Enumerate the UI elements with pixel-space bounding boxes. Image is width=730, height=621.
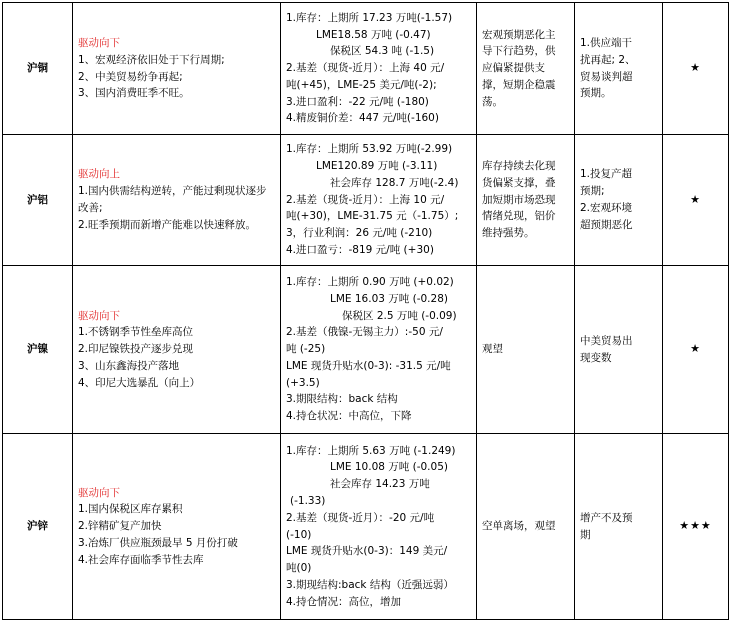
fundamentals-line: 1.库存：上期所 17.23 万吨(-1.57) — [286, 11, 453, 24]
driver-line: 2、中美贸易纷争再起; — [78, 70, 183, 83]
driver-line: 2.锌精矿复产加快 — [78, 520, 162, 533]
driver-line: 4.社会库存面临季节性去库 — [78, 553, 204, 566]
fundamentals-line: LME 现货升贴水(0-3): -31.5 元/吨 — [286, 359, 451, 372]
view-cell — [477, 434, 575, 620]
view-cell — [477, 3, 575, 135]
driver-cell — [73, 266, 281, 434]
fundamentals-cell — [281, 434, 477, 620]
risk-line: 中美贸易出 — [580, 334, 633, 347]
fundamentals-line: 2.基差（现货-近月）：上海 40 元/ — [286, 62, 445, 75]
fundamentals-line: 4.精废铜价差：447 元/吨(-160) — [286, 112, 439, 125]
fundamentals-line: 3.期现结构:back 结构（近强远弱） — [286, 578, 454, 591]
fundamentals-line: 社会库存 14.23 万吨 — [330, 478, 430, 491]
driver-line: 1.不锈钢季节性垒库高位 — [78, 326, 194, 339]
fundamentals-line: 4.持仓状况：中高位，下降 — [286, 410, 412, 423]
fundamentals-cell — [281, 266, 477, 434]
table-row — [3, 3, 729, 135]
risk-line: 1.投复产超 — [580, 168, 633, 181]
fundamentals-line: 4.持仓情况：高位，增加 — [286, 595, 402, 608]
fundamentals-line: LME 10.08 万吨 (-0.05) — [330, 461, 448, 474]
risk-line: 扰再起; 2、 — [580, 53, 636, 66]
fundamentals-line: 1.库存：上期所 0.90 万吨 (+0.02) — [286, 275, 454, 288]
driver-line: 1.国内保税区库存累积 — [78, 503, 183, 516]
commodity-name: 沪锌 — [3, 434, 73, 620]
driver-title: 驱动向下 — [78, 309, 120, 322]
rating-stars: ★★★ — [663, 434, 729, 620]
driver-cell — [73, 434, 281, 620]
fundamentals-line: 吨 (-25) — [286, 343, 326, 356]
fundamentals-line: 4.进口盈亏：-819 元/吨 (+30) — [286, 243, 434, 256]
driver-line: 3、国内消费旺季不旺。 — [78, 87, 190, 100]
view-line: 维持强势。 — [482, 227, 535, 240]
risk-line: 1.供应端干 — [580, 36, 633, 49]
view-line: 导下行趋势，供 — [482, 45, 556, 58]
view-line: 库存持续去化现 — [482, 160, 556, 172]
commodity-name: 沪铜 — [3, 3, 73, 135]
view-line: 空单离场，观望 — [482, 520, 556, 533]
fundamentals-cell — [281, 135, 477, 266]
fundamentals-line: LME 现货升贴水(0-3)：149 美元/ — [286, 545, 448, 558]
driver-line: 1、宏观经济依旧处于下行周期; — [78, 53, 225, 66]
fundamentals-line: 吨(+30)，LME-31.75 元（-1.75）; — [286, 210, 459, 223]
driver-title: 驱动向下 — [78, 36, 120, 49]
fundamentals-line: 社会库存 128.7 万吨(-2.4) — [330, 176, 459, 189]
view-line: 撑，短期企稳震 — [482, 78, 556, 91]
table-row — [3, 266, 729, 434]
fundamentals-line: 吨(+45)，LME-25 美元/吨(-2); — [286, 78, 437, 91]
risk-line: 贸易谈判超 — [580, 70, 633, 83]
rating-stars: ★ — [663, 266, 729, 434]
risk-line: 预期。 — [580, 87, 612, 100]
risk-line: 超预期恶化 — [580, 218, 633, 231]
fundamentals-line: 保税区 54.3 吨 (-1.5) — [330, 45, 435, 58]
risk-cell — [575, 266, 663, 434]
table-row — [3, 434, 729, 620]
driver-line: 1.国内供需结构逆转，产能过剩现状逐步改善; — [78, 185, 267, 214]
futures-outlook-table — [2, 2, 729, 620]
rating-stars: ★ — [663, 135, 729, 266]
driver-line: 2.旺季预期而新增产能难以快速释放。 — [78, 218, 257, 231]
driver-title: 驱动向下 — [78, 486, 120, 499]
fundamentals-line: LME18.58 万吨 (-0.47) — [316, 28, 431, 41]
view-line: 加短期市场恐现 — [482, 193, 556, 206]
fundamentals-line: 1.库存：上期所 53.92 万吨(-2.99) — [286, 143, 453, 156]
view-line: 应偏紧提供支 — [482, 62, 545, 75]
fundamentals-line: 3.期限结构：back 结构 — [286, 393, 398, 406]
driver-line: 3、山东鑫海投产落地 — [78, 359, 180, 372]
driver-line: 3.冶炼厂供应瓶颈最早 5 月份打破 — [78, 536, 238, 549]
rating-stars: ★ — [663, 3, 729, 135]
fundamentals-line: 3.进口盈利：-22 元/吨 (-180) — [286, 95, 429, 108]
table-row — [3, 135, 729, 266]
view-line: 观望 — [482, 343, 503, 356]
fundamentals-line: 保税区 2.5 万吨 (-0.09) — [342, 309, 457, 322]
view-line: 情绪兑现，铝价 — [482, 210, 556, 223]
view-line: 货偏紧支撑，叠 — [482, 176, 556, 189]
fundamentals-line: LME 16.03 万吨 (-0.28) — [330, 292, 448, 305]
driver-line: 4、印尼大选暴乱（向上） — [78, 376, 201, 389]
view-cell — [477, 135, 575, 266]
fundamentals-line: (-1.33) — [290, 494, 326, 507]
commodity-name: 沪铝 — [3, 135, 73, 266]
fundamentals-line: LME120.89 万吨 (-3.11) — [316, 160, 438, 172]
risk-cell — [575, 135, 663, 266]
risk-line: 期 — [580, 528, 591, 541]
fundamentals-line: 2.基差（俄镍-无锡主力）:-50 元/ — [286, 326, 443, 339]
driver-title: 驱动向上 — [78, 168, 120, 181]
fundamentals-line: 3，行业利润：26 元/吨 (-210) — [286, 227, 433, 240]
fundamentals-line: (-10) — [286, 528, 312, 541]
view-line: 荡。 — [482, 95, 503, 108]
risk-cell — [575, 3, 663, 135]
fundamentals-line: 吨(0) — [286, 562, 312, 575]
fundamentals-line: (+3.5) — [286, 376, 320, 389]
fundamentals-line: 2.基差（现货-近月）：上海 10 元/ — [286, 193, 445, 206]
driver-line: 2.印尼镍铁投产逐步兑现 — [78, 343, 194, 356]
driver-cell — [73, 3, 281, 135]
risk-line: 现变数 — [580, 351, 612, 364]
fundamentals-cell — [281, 3, 477, 135]
view-line: 宏观预期恶化主 — [482, 28, 556, 41]
fundamentals-line: 2.基差（现货-近月）：-20 元/吨 — [286, 511, 435, 524]
risk-line: 预期; — [580, 185, 605, 198]
risk-line: 2.宏观环境 — [580, 202, 633, 214]
commodity-name: 沪镍 — [3, 266, 73, 434]
risk-cell — [575, 434, 663, 620]
driver-cell — [73, 135, 281, 266]
fundamentals-line: 1.库存：上期所 5.63 万吨 (-1.249) — [286, 444, 456, 457]
risk-line: 增产不及预 — [580, 511, 633, 524]
view-cell — [477, 266, 575, 434]
